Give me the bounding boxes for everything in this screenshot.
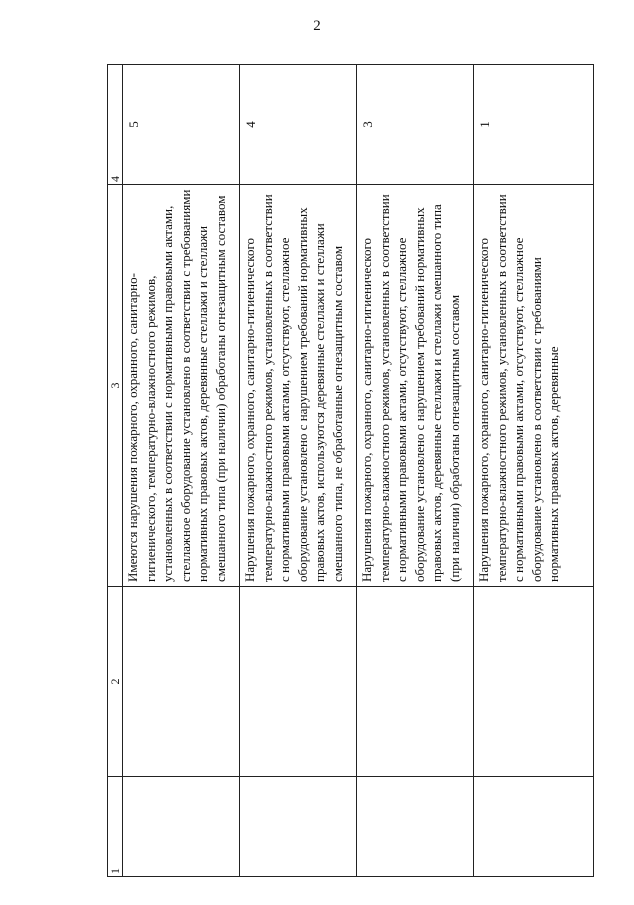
page-number: 2 bbox=[313, 18, 321, 34]
row-4-col-2 bbox=[474, 587, 594, 777]
row-3-col-2 bbox=[357, 587, 474, 777]
header-col-1: 1 bbox=[108, 777, 123, 877]
row-1-score: 5 bbox=[123, 65, 240, 185]
row-1-description: Имеются нарушения пожарного, охранного, санитарно-гигиенического, температурно-влажностного режимов, установленных в соответствии с нормативными правовыми актами, стеллажное оборудование установлено в соответствии с требованиями нормативных правовых актов, деревянные стеллажи и стеллажи смешанного типа (при наличии) обработаны огнезащитным составом bbox=[123, 185, 240, 587]
row-3-description: Нарушения пожарного, охранного, санитарно-гигиенического температурно-влажностного режимов, установленных в соответствии с нормативными правовыми актами, отсутствуют, стеллажное оборудование установлено с нарушением требований нормативных правовых актов, деревянные стеллажи и стеллажи смешанного типа (при наличии) обработаны огнезащитным составом bbox=[357, 185, 474, 587]
header-col-3: 3 bbox=[108, 185, 123, 587]
table-row bbox=[123, 65, 240, 877]
row-4-score: 1 bbox=[474, 65, 594, 185]
table-row bbox=[474, 65, 594, 877]
row-2-col-2 bbox=[240, 587, 357, 777]
header-col-2: 2 bbox=[108, 587, 123, 777]
row-2-score: 4 bbox=[240, 65, 357, 185]
header-col-4: 4 bbox=[108, 65, 123, 185]
table-row bbox=[357, 65, 474, 877]
row-4-col-1 bbox=[474, 777, 594, 877]
header-row bbox=[108, 65, 123, 877]
criteria-table bbox=[107, 64, 594, 877]
row-1-col-2 bbox=[123, 587, 240, 777]
row-3-score: 3 bbox=[357, 65, 474, 185]
row-1-col-1 bbox=[123, 777, 240, 877]
criteria-table-wrapper bbox=[107, 65, 587, 877]
row-2-col-1 bbox=[240, 777, 357, 877]
row-3-col-1 bbox=[357, 777, 474, 877]
row-4-description: Нарушения пожарного, охранного, санитарно-гигиенического температурно-влажностного режимов, установленных в соответствии с нормативными правовыми актами, отсутствуют, стеллажное оборудование установлено в соответствии с требованиями нормативных правовых актов, деревянные bbox=[474, 185, 594, 587]
row-2-description: Нарушения пожарного, охранного, санитарно-гигиенического температурно-влажностного режимов, установленных в соответствии с нормативными правовыми актами, отсутствуют, стеллажное оборудование установлено с нарушением требований нормативных правовых актов, используются деревянные стеллажи и стеллажи смешанного типа, не обработанные огнезащитным составом bbox=[240, 185, 357, 587]
table-row bbox=[240, 65, 357, 877]
